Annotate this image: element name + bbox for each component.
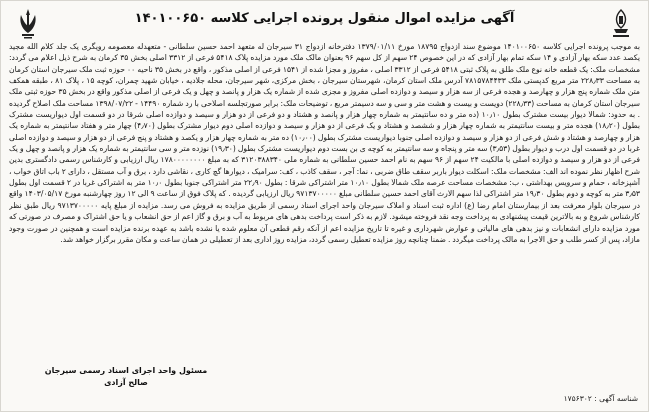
signature-block	[21, 365, 231, 389]
signature-name: صالح آزادی	[104, 378, 148, 387]
iran-emblem-icon	[15, 7, 41, 41]
signature-title: مسئول واحد اجرای اسناد رسمی سیرجان	[44, 366, 208, 375]
notice-body: به موجب پرونده اجرایی کلاسه ۱۴۰۱۰۰۶۵۰ موضوع سند ازدواج ۱۸۷۹۵ مورخ ۱۳۷۹/۰۱/۱۱ دفترخانه ازدواج ۳۱ سیرجان له متعهد احمد حسین سلطانی - متعهدله معصومه رویگری یک جلد کلام الله مجید یکصد عدد سکه بهار آزادی و ۱۴ سکه تمام بهار آزادی که در این خصوص ۲۴ سهم از کل سهم ۹۶ بعنوان مالک ملک مورد مزایده پلاک ۵۴۱۸ فرعی از ۳۳۱۲ اصلی بخش ۳۵ کرمان به شرح ذیل اعلام می گردد: مشخصات ملک: یک قطعه خانه نوع ملک طلق به پلاک ثبتی ۵۴۱۸ فرعی از ۳۳۱۲ اصلی ، مفروز و مجزا شده از ۱۵۴۱ فرعی از اصلی مذکور ، واقع در بخش ۳۵ ناحیه ۰۰ حوزه ثبت ملک سیرجان استان کرمان به مساحت ۲۲۸٫۳۳ متر مربع کدپستی ملک ۷۸۱۵۷۸۴۴۳۳ آدرس ملک استان کرمان، شهرستان سیرجان ، بخش مرکزی، شهر سیرجان، محله جلادیه ، خیابان شهید چمران، کوچه ۱۵ ، پلاک ۸۱ ، طبقه همکف متن ملک شماره پنج هزار و چهارصد و هجده فرعی از سه هزار و سیصد و دوازده اصلی مفروز و مجزی شده از شماره یک هزار و پانصد و چهل و یک فرعی از اصلی مذکور واقع در بخش ۳۵ حوزه ثبتی ملک سیرجان استان کرمان به مساحت (۲۲۸٫۳۳) دویست و بیست و هشت متر و سی و سه دسیمتر مربع ، توضیحات ملک: برابر صورتجلسه اصلاحی با رد شماره ۱۴۴۹۰ - ۱۳۹۸/۰۷/۲۲ مساحت ملک اصلاح گردیده . به حدود: شمالا دیوار بیست مشترک بطول ۱۰٫۱۰ (ده متر و ده سانتیمتر به شماره چهار هزار و پانصد و هشتاد و دو فرعی از دو هزار و سیصد و دوازده اصلی شرقا در دو قسمت اول دیواریست مشترک بطول (۱۸٫۲۰) هجده متر و بیست سانتیمتر به شماره چهار هزار و ششصد و هشتاد و یک فرعی از دو هزار و سیصد و دوازده اصلی دوم دیوار مشترک بطول (۴٫۷۰) چهار متر و هفتاد سانتیمتر به شماره یک هزار و چهارصد و هشتاد و شش فرعی از دو هزار و سیصد و دوازده اصلی جنوبا دیواریست مشترک بطول (۱۰٫۰۰) ده متر به شماره چهار هزار و یکصد و هشتاد و پنج فرعی از دو هزار و سیصد و دوازده اصلی غربا در دو قسمت اول درب و دیوار بطول (۳٫۵۳) سه متر و پنجاه و سه سانتیمتر به کوچه ی بن بست دوم دیواریست مشترک بطول (۱۹٫۳۰) نوزده متر و سی سانتیمتر به شماره یک هزار و پانصد و چهل و یک فرعی از دو هزار و سیصد و دوازده اصلی با مالکیت ۲۴ سهم از ۹۶ سهم به نام احمد حسین سلطانی به شماره ملی ۳۱۲۰۳۸۸۳۴۰ که به مبلغ ۱۷۸۰۰۰۰۰۰۰۰ ریال ارزیابی و کارشناس رسمی دادگستری بدین شرح اظهار نظر نموده اند الف: مشخصات ملک: اسکلت دیوار باربر سقف طاق ضربی ، نما: آجر ، سقف کاذب ، کف: سرامیک ، دیوارها گچ کاری ، نقاشی دارد ، برق و آب مستقل ، دارای ۲ باب اتاق خواب ، آشپزخانه ، حمام و سرویس بهداشتی ، ب: مشخصات مساحت عرصه ملک شمالا بطول ۱۰٫۱۰ متر اشتراکی شرقا : بطول ۲۲٫۹۰ متر اشتراکی جنوبا بطول ۱۰٫۰ متر به اشتراکی غربا در ۲ قسمت اول بطول ۳٫۵۳ متر به کوچه و دوم بطول ۱۹٫۳۰ متر اشتراکی لذا سهم الارث آقای احمد حسین سلطانی مبلغ ۹۷۱۳۷۰۰۰۰۰ ریال ارزیابی گردیده . که پلاک فوق از ساعت ۹ الی ۱۲ روز چهارشنبه مورخ ۱۴۰۳/۰۵/۱۷ واقع در سیرجان بلوار معرفت بعد از بیمارستان امام رضا (ع) اداره ثبت اسناد و املاک سیرجان واحد اجرای اسناد رسمی از طریق مزایده به فروش می رسد. مزایده از مبلغ پایه ۹۷۱۳۷۰۰۰۰۰ ریال طبق نظر کارشناس شروع و به بالاترین قیمت پیشنهادی به پرداخت وجه نقد فروخته میشود. لازم به ذکر است پرداخت بدهی های مربوط به آب و برق و گاز اعم از حق انشعاب و یا حق اشتراک و مصرف در صورتی که مورد مزایده دارای انشعابات و نیز بدهی های مالیاتی و عوارض شهرداری و غیره تا تاریخ مزایده اعم از آنکه رقم قطعی آن معلوم شده یا نشده باشد به عهده برنده مزایده است و همچنین در صورت وجود مازاد، پس از کسر طلب و حق الاجرا به مالک پرداخت میگردد . ضمنا چنانچه روز مزایده تعطیل رسمی گردد، مزایده روز اداری بعد از تعطیلی در همان ساعت و مکان مقرر برگزار خواهد شد.	[9, 42, 640, 244]
notice-id	[564, 394, 638, 403]
notice-header	[9, 7, 640, 41]
registration-organization-logo-icon	[608, 7, 634, 41]
notice-id-value: ۱۷۵۶۳۰۲	[563, 394, 592, 403]
notice-id-sep: :	[594, 394, 597, 403]
notice-title: آگهی مزایده اموال منقول پرونده اجرایی کلاسه ۱۴۰۱۰۰۶۵۰	[134, 11, 515, 26]
notice-id-label: شناسه آگهی	[599, 394, 638, 403]
